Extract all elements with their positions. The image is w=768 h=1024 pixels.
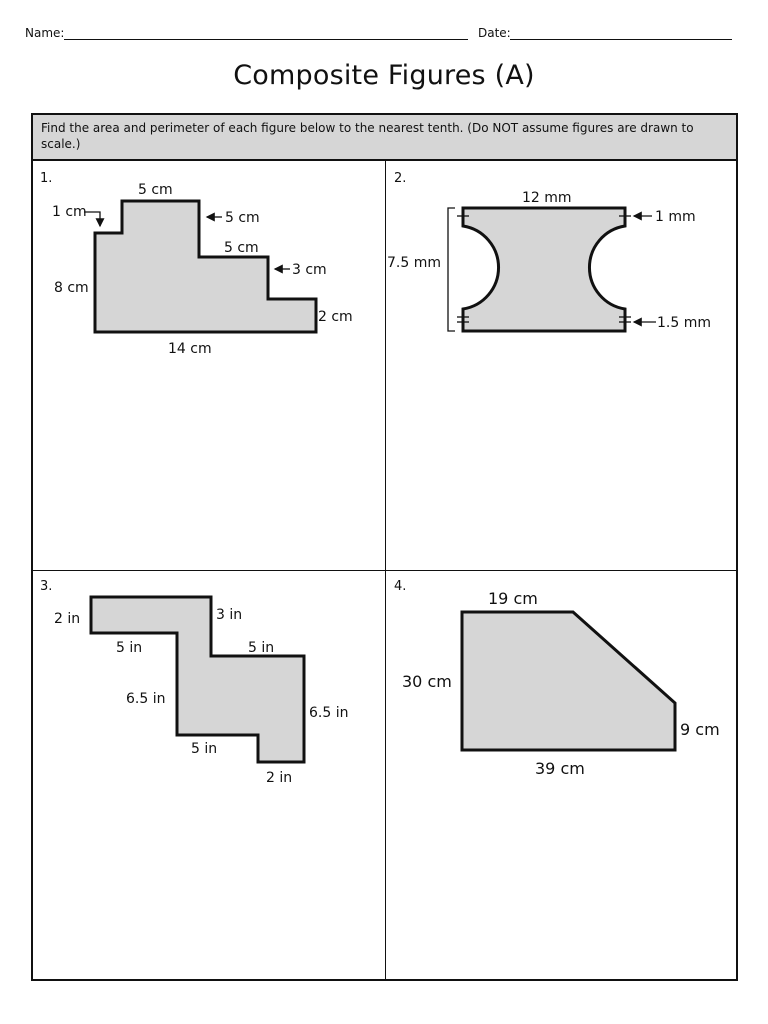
figure-2-label: 12 mm — [522, 190, 572, 206]
figure-1-label: 3 cm — [292, 262, 327, 278]
figure-3-label: 3 in — [216, 607, 243, 623]
figure-3-label: 5 in — [248, 640, 275, 656]
figure-2-shape — [463, 208, 625, 331]
problem-2-number: 2. — [394, 171, 407, 186]
figure-2 — [387, 190, 711, 331]
figure-1-label: 5 cm — [224, 240, 259, 256]
figure-4-label: 39 cm — [535, 759, 585, 778]
figure-3-label: 6.5 in — [309, 705, 349, 721]
figure-4 — [402, 589, 720, 778]
instructions-box: Find the area and perimeter of each figure below to the nearest tenth. (Do NOT assume figures are drawn to scale.) — [31, 113, 738, 161]
problem-4-number: 4. — [394, 579, 407, 594]
figure-3-shape — [91, 597, 304, 762]
figure-1-label: 8 cm — [54, 280, 89, 296]
problem-3-number: 3. — [40, 579, 53, 594]
figure-3-label: 5 in — [116, 640, 143, 656]
figure-3 — [54, 597, 348, 786]
figure-3-label: 6.5 in — [126, 691, 166, 707]
figure-1-label: 5 cm — [138, 182, 173, 198]
figure-4-label: 9 cm — [680, 720, 720, 739]
figure-1-label: 2 cm — [318, 309, 353, 325]
figure-1 — [52, 182, 353, 357]
figure-1-shape — [95, 201, 316, 332]
figure-3-label: 5 in — [191, 741, 218, 757]
date-label: Date: — [478, 26, 511, 40]
figure-4-shape — [462, 612, 675, 750]
figure-1-label: 5 cm — [225, 210, 260, 226]
figure-1-label: 14 cm — [168, 341, 212, 357]
figure-3-label: 2 in — [266, 770, 293, 786]
figure-2-label: 7.5 mm — [387, 255, 441, 271]
figure-4-label: 19 cm — [488, 589, 538, 608]
page-title: Composite Figures (A) — [233, 60, 535, 91]
figure-2-label: 1.5 mm — [657, 315, 711, 331]
problem-1-number: 1. — [40, 171, 53, 186]
figure-1-label: 1 cm — [52, 204, 87, 220]
figure-3-label: 2 in — [54, 611, 81, 627]
figure-2-label: 1 mm — [655, 209, 696, 225]
figure-4-label: 30 cm — [402, 672, 452, 691]
name-label: Name: — [25, 26, 65, 40]
